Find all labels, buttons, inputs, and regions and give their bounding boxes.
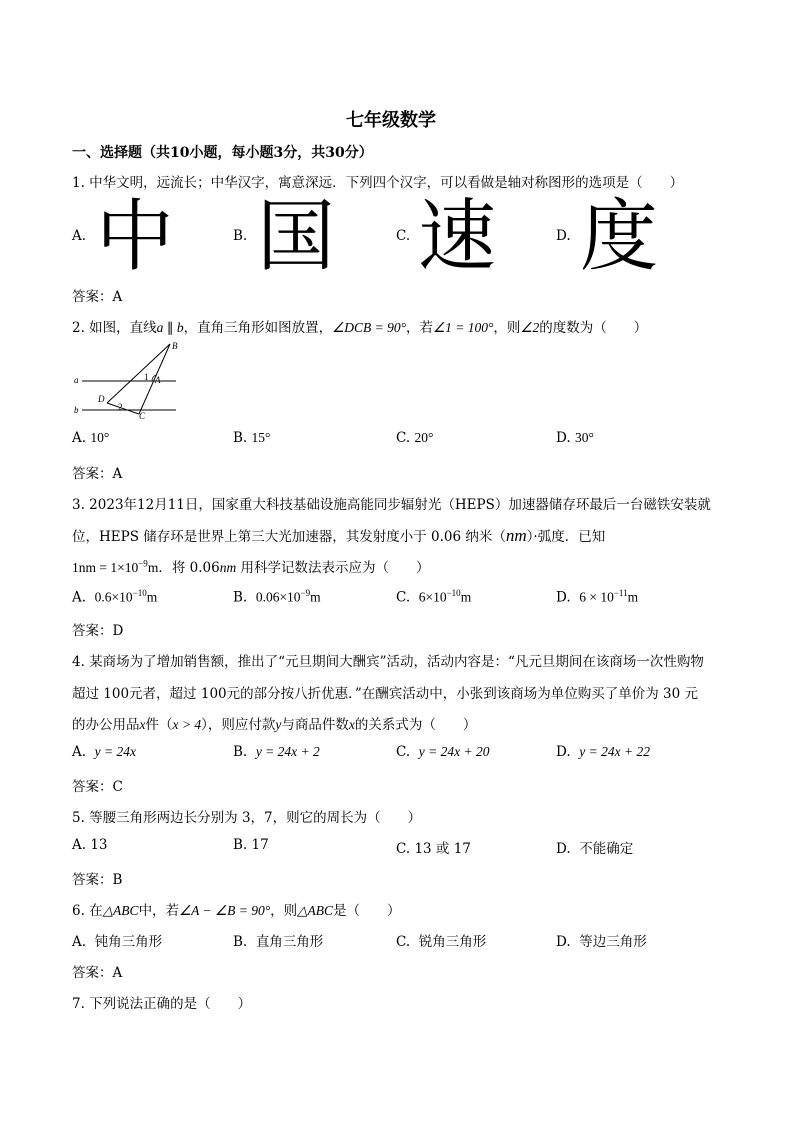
label-angle-2: 2: [118, 402, 123, 412]
q4-var-y: y: [275, 717, 282, 732]
q2-parallel: ∥: [163, 320, 177, 335]
q6-option-c: [396, 930, 486, 950]
q4-option-d: [556, 744, 650, 760]
option-letter: D.: [556, 934, 571, 950]
option-letter: B.: [233, 430, 248, 446]
option-value: 直角三角形: [255, 934, 324, 950]
q2-text: ，若: [406, 320, 434, 336]
q3-unit: m: [147, 560, 159, 575]
option-exp: −9: [300, 588, 311, 598]
option-value: 不能确定: [579, 841, 634, 857]
option-letter: A.: [72, 744, 87, 760]
q2-var-b: b: [176, 320, 184, 335]
q2-angle-1: ∠1 = 100°: [433, 320, 494, 335]
q2-answer: 答案：A: [72, 466, 123, 482]
q2-var-a: a: [156, 320, 164, 335]
option-value: 钝角三角形: [94, 934, 163, 950]
option-base: 6×10: [418, 589, 447, 605]
question-6-stem: [72, 899, 401, 919]
q4-text: 的办公用品: [72, 717, 140, 733]
option-letter: C.: [396, 934, 411, 950]
q1-option-c-letter: C.: [396, 228, 411, 244]
q4-var-x: x: [139, 717, 146, 732]
q4-var-x: x: [348, 717, 355, 732]
option-unit: m: [146, 589, 158, 605]
option-letter: B.: [233, 589, 248, 606]
q3-equation: 1nm = 1×10: [72, 560, 139, 575]
option-letter: A.: [72, 589, 87, 606]
page-title: 七年级数学: [346, 110, 436, 131]
q6-option-a: [72, 930, 162, 950]
q4-option-b: [233, 744, 320, 760]
q4-answer: 答案：C: [72, 779, 123, 795]
option-value: 20°: [414, 430, 434, 445]
option-letter: C.: [396, 744, 411, 760]
option-base: 0.06×10: [255, 589, 301, 605]
option-unit: m: [460, 589, 472, 605]
option-value: 等边三角形: [579, 934, 647, 950]
q1-option-d-letter: D.: [556, 228, 571, 244]
option-letter: C.: [396, 430, 411, 446]
option-letter: D.: [556, 589, 571, 606]
option-letter: C.: [396, 589, 411, 606]
option-letter: B.: [233, 744, 248, 760]
option-base: 6 × 10: [579, 589, 614, 605]
q3-text: ）·弧度．已知: [526, 529, 606, 545]
option-value: 17: [251, 837, 269, 853]
option-exp: −11: [613, 588, 628, 598]
question-1-stem: 1. 中华文明，远流长；中华汉字，寓意深远．下列四个汉字，可以看做是轴对称图形的选项是（ ）: [72, 175, 684, 191]
option-value: 30°: [574, 430, 594, 445]
option-base: 0.6×10: [94, 589, 133, 605]
q5-answer: 答案：B: [72, 872, 123, 888]
q1-option-a-letter: A.: [72, 228, 87, 244]
q6-answer: 答案：A: [72, 965, 123, 981]
q1-answer: 答案：A: [72, 289, 123, 305]
q4-text: 的关系式为（ ）: [354, 717, 477, 733]
q3-text: 位，HEPS 储存环是世界上第三大光加速器，其发射度小于 0.06 纳米（: [72, 529, 506, 545]
option-value: 10°: [90, 430, 110, 445]
q2-figure: [72, 340, 182, 422]
option-unit: m: [627, 589, 639, 605]
option-letter: B.: [233, 934, 248, 950]
question-4-line-2: 超过 100元者，超过 100元的部分按八折优惠．”在酬宾活动中，小张到该商场为单位购买了单价为 30 元: [72, 686, 699, 702]
q1-option-b-char: 国: [257, 192, 336, 282]
q2-text: ，则: [493, 320, 521, 336]
option-letter: A.: [72, 837, 87, 853]
q6-triangle: △ABC: [297, 903, 334, 918]
q6-option-d: [556, 930, 647, 950]
option-letter: A.: [72, 430, 87, 446]
option-letter: B.: [233, 837, 248, 853]
question-3-line-2: [72, 525, 605, 546]
q4-text: ），则应付款: [201, 717, 276, 733]
q2-option-d: [556, 430, 594, 446]
q6-text: 是（ ）: [333, 903, 401, 919]
label-line-b: b: [74, 405, 79, 415]
option-value: y = 24x + 2: [255, 744, 320, 759]
q4-option-c: [396, 744, 489, 760]
option-value: 锐角三角形: [418, 934, 487, 950]
option-letter: C.: [396, 841, 411, 857]
option-value: 15°: [251, 430, 271, 445]
q4-text: 件（: [145, 717, 173, 733]
option-value: y = 24x + 22: [579, 744, 650, 759]
question-3-line-1: 3. 2023年12月11日，国家重大科技基础设施高能同步辐射光（HEPS）加速器储存环最后一台磁铁安装就: [72, 497, 711, 513]
q3-text: 用科学记数法表示应为（ ）: [236, 560, 430, 576]
segment-dc: [107, 403, 139, 414]
q6-option-b: [233, 930, 323, 950]
q5-option-a: [72, 837, 108, 853]
q6-text: ，则: [270, 903, 298, 919]
option-value: y = 24x + 20: [418, 744, 490, 759]
question-7-stem: 7. 下列说法正确的是（ ）: [72, 996, 252, 1012]
q4-option-a: [72, 744, 136, 760]
q3-exponent: −9: [138, 558, 148, 569]
q2-option-c: [396, 430, 433, 446]
q3-option-c: [396, 588, 471, 606]
q3-option-a: [72, 588, 157, 606]
label-a-vertex: A: [155, 375, 161, 385]
q5-option-c: [396, 837, 471, 857]
option-letter: A.: [72, 934, 87, 950]
q5-option-b: [233, 837, 269, 853]
q3-unit-nm: nm: [505, 526, 527, 545]
q6-text: 中，若: [138, 903, 180, 919]
label-c-vertex: C: [139, 411, 146, 421]
q3-answer: 答案：D: [72, 623, 124, 639]
question-4-line-1: 4. 某商场为了增加销售额，推出了“元旦期间大酬宾”活动，活动内容是：“凡元旦期间在该商场一次性购物: [72, 654, 704, 670]
q2-option-a: [72, 430, 109, 446]
option-letter: D.: [556, 841, 571, 857]
q4-condition: x > 4: [172, 717, 202, 732]
q2-angle-2: ∠2: [520, 320, 540, 335]
q2-text: 的度数为（ ）: [539, 320, 648, 336]
q2-text: 2. 如图，直线: [72, 320, 157, 336]
label-b-vertex: B: [172, 341, 178, 351]
question-4-line-3: [72, 713, 476, 733]
q1-option-b-letter: B.: [233, 228, 248, 244]
option-value: y = 24x: [94, 744, 136, 759]
q1-option-c-char: 速: [418, 192, 497, 282]
label-d-vertex: D: [98, 394, 105, 404]
option-letter: D.: [556, 430, 571, 446]
q4-text: 与商品件数: [281, 717, 349, 733]
question-3-line-3: [72, 556, 429, 576]
q6-condition: ∠A − ∠B = 90°: [179, 903, 271, 918]
q3-option-b: [233, 588, 321, 606]
option-unit: m: [310, 589, 321, 605]
option-exp: −10: [446, 588, 461, 598]
segment-bd: [107, 344, 170, 403]
q2-angle-dcb: ∠DCB = 90°: [332, 320, 407, 335]
label-line-a: a: [74, 375, 79, 385]
q6-text: 6. 在: [72, 903, 103, 919]
question-2-stem: [72, 316, 647, 336]
q5-option-d: [556, 837, 633, 857]
q1-option-a-char: 中: [96, 192, 175, 282]
question-5-stem: 5. 等腰三角形两边长分别为 3，7，则它的周长为（ ）: [72, 810, 422, 826]
q2-text: ，直角三角形如图放置，: [183, 320, 333, 336]
q2-option-b: [233, 430, 270, 446]
option-letter: D.: [556, 744, 571, 760]
option-exp: −10: [132, 588, 147, 598]
q1-option-d-char: 度: [580, 192, 659, 282]
q3-unit-nm: nm: [219, 560, 237, 575]
option-value: 13 或 17: [414, 841, 471, 857]
label-angle-1: 1: [144, 372, 149, 382]
q3-option-d: [556, 588, 638, 606]
option-value: 13: [90, 837, 108, 853]
q3-text: ．将 0.06: [158, 560, 220, 576]
q6-triangle: △ABC: [102, 903, 139, 918]
section-heading: 一、选择题（共10小题，每小题3分，共30分）: [72, 145, 373, 161]
